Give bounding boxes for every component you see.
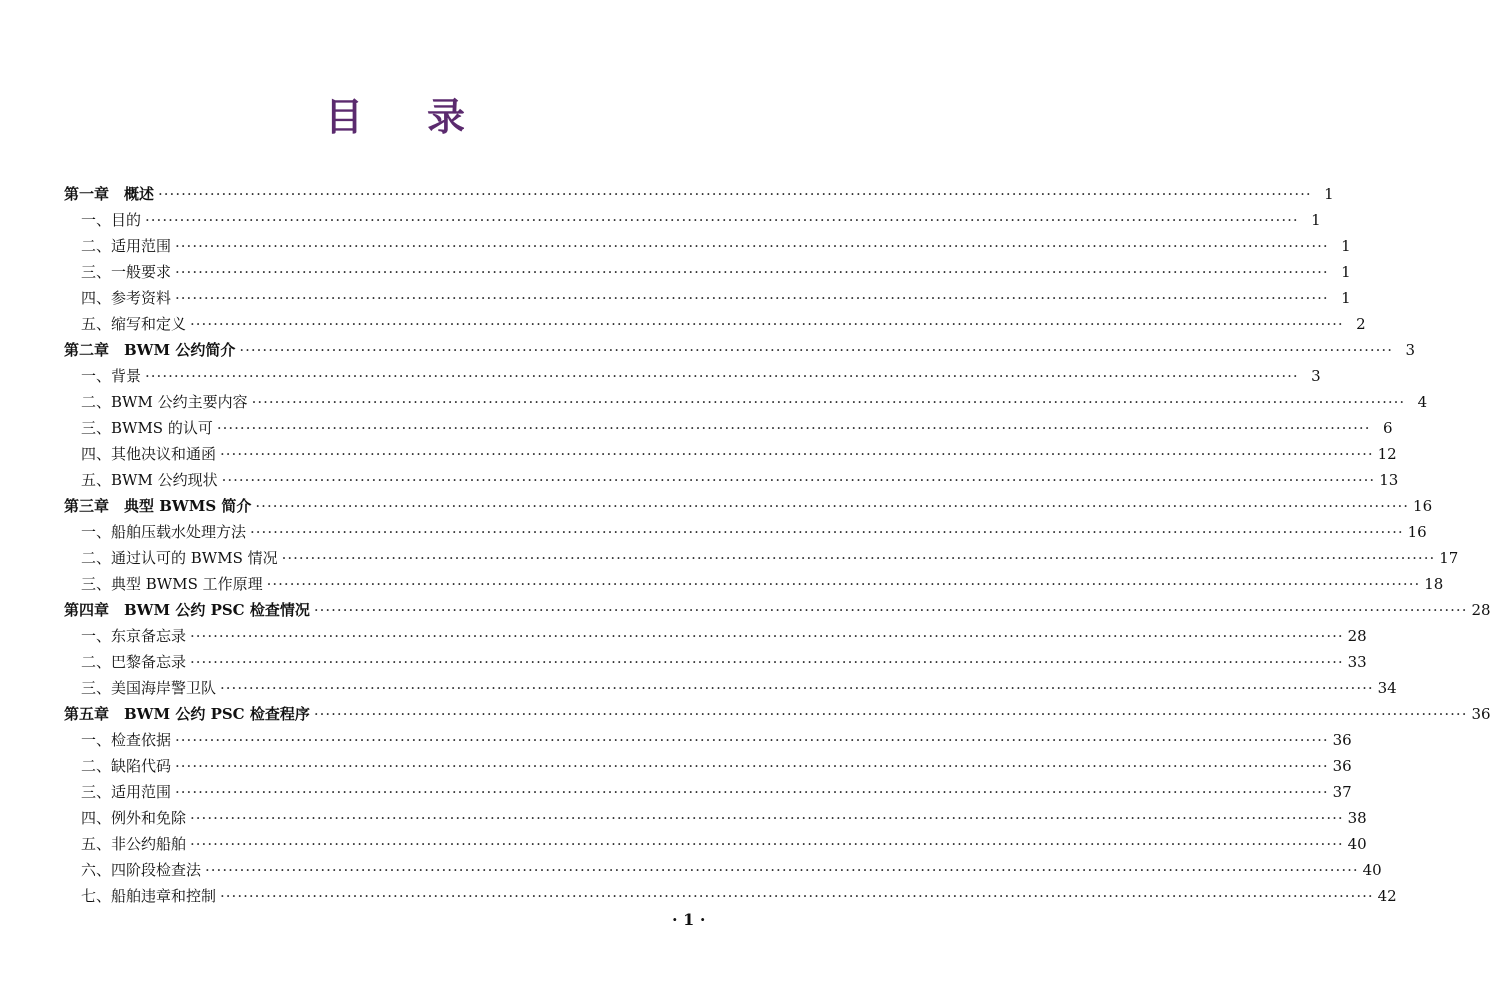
toc-entry-label: 四、参考资料: [81, 289, 172, 307]
toc-entry-label: 三、适用范围: [81, 783, 172, 801]
dot-leader: ········································································································································································································: [175, 237, 1329, 255]
dot-leader: ········································································································································································································: [145, 367, 1299, 385]
toc-entry-label: 四、其他决议和通函: [81, 445, 217, 463]
dot-leader: ········································································································································································································: [158, 185, 1312, 203]
toc-entry-page: 17: [1439, 549, 1459, 567]
toc-section-entry: [64, 207, 1321, 233]
toc-section-entry: [64, 727, 1352, 753]
toc-entry-label: 三、典型 BWMS 工作原理: [81, 575, 263, 593]
toc-section-entry: [64, 389, 1428, 415]
dot-leader: ········································································································································································································: [220, 887, 1374, 905]
dot-leader: ········································································································································································································: [313, 601, 1468, 619]
toc-entry-label: 一、东京备忘录: [81, 627, 187, 645]
toc-entry-page: 36: [1332, 731, 1352, 749]
toc-entry-page: 40: [1362, 861, 1382, 879]
toc-entry-label: 二、缺陷代码: [81, 757, 172, 775]
toc-chapter-entry: [64, 493, 1433, 519]
toc-entry-page: 16: [1407, 523, 1427, 541]
page-title: [0, 86, 790, 141]
dot-leader: ········································································································································································································: [281, 549, 1436, 567]
dot-leader: ········································································································································································································: [175, 731, 1329, 749]
dot-leader: ········································································································································································································: [190, 809, 1344, 827]
toc-entry-page: 42: [1377, 887, 1397, 905]
toc-entry-page: 3: [1405, 341, 1415, 359]
toc-entry-label: 第一章 概述: [64, 185, 155, 203]
toc-entry-label: 二、适用范围: [81, 237, 172, 255]
toc-entry-label: 一、背景: [81, 367, 142, 385]
toc-section-entry: [64, 831, 1367, 857]
toc-section-entry: [64, 259, 1351, 285]
toc-section-entry: [64, 623, 1367, 649]
toc-entry-page: 38: [1347, 809, 1367, 827]
dot-leader: ········································································································································································································: [190, 835, 1344, 853]
dot-leader: ········································································································································································································: [190, 627, 1344, 645]
toc-entry-page: 2: [1356, 315, 1366, 333]
title-char-left: 目: [324, 94, 363, 139]
toc-entry-label: 三、一般要求: [81, 263, 172, 281]
toc-entry-label: 第四章 BWM 公约 PSC 检查情况: [64, 601, 310, 619]
dot-leader: ········································································································································································································: [220, 445, 1374, 463]
toc-section-entry: [64, 285, 1351, 311]
dot-leader: ········································································································································································································: [205, 861, 1359, 879]
toc-entry-page: 4: [1417, 393, 1428, 411]
dot-leader: ········································································································································································································: [250, 523, 1404, 541]
toc-entry-page: 12: [1377, 445, 1397, 463]
toc-chapter-entry: [64, 337, 1415, 363]
toc-entry-label: 三、BWMS 的认可: [81, 419, 213, 437]
toc-chapter-entry: [64, 181, 1334, 207]
toc-entry-page: 1: [1341, 289, 1351, 307]
title-char-right: 录: [427, 94, 466, 139]
dot-leader: ········································································································································································································: [313, 705, 1468, 723]
dot-leader: ········································································································································································································: [251, 393, 1406, 411]
toc-chapter-entry: [64, 701, 1491, 727]
toc-section-entry: [64, 467, 1399, 493]
toc-entry-label: 第五章 BWM 公约 PSC 检查程序: [64, 705, 310, 723]
dot-leader: ········································································································································································································: [175, 289, 1329, 307]
toc-entry-page: 1: [1341, 263, 1351, 281]
toc-section-entry: [64, 415, 1393, 441]
toc-section-entry: [64, 779, 1352, 805]
page-number-footer: · 1 ·: [672, 910, 706, 929]
dot-leader: ········································································································································································································: [220, 679, 1374, 697]
toc-entry-label: 一、船舶压载水处理方法: [81, 523, 247, 541]
toc-section-entry: [64, 675, 1397, 701]
toc-entry-label: 五、非公约船舶: [81, 835, 187, 853]
toc-entry-page: 1: [1311, 211, 1321, 229]
toc-entry-label: 五、缩写和定义: [81, 315, 187, 333]
toc-section-entry: [64, 883, 1397, 909]
toc-entry-label: 第二章 BWM 公约简介: [64, 341, 236, 359]
dot-leader: ········································································································································································································: [175, 783, 1329, 801]
dot-leader: ········································································································································································································: [239, 341, 1393, 359]
toc-entry-page: 40: [1347, 835, 1367, 853]
toc-section-entry: [64, 649, 1367, 675]
toc-entry-label: 二、巴黎备忘录: [81, 653, 187, 671]
toc-section-entry: [64, 545, 1459, 571]
toc-section-entry: [64, 857, 1382, 883]
toc-entry-label: 三、美国海岸警卫队: [81, 679, 217, 697]
toc-entry-page: 28: [1347, 627, 1367, 645]
toc-section-entry: [64, 753, 1352, 779]
toc-section-entry: [64, 363, 1321, 389]
toc-entry-page: 36: [1471, 705, 1491, 723]
dot-leader: ········································································································································································································: [190, 315, 1344, 333]
toc-entry-page: 3: [1311, 367, 1321, 385]
toc-entry-label: 五、BWM 公约现状: [81, 471, 218, 489]
toc-entry-label: 二、BWM 公约主要内容: [81, 393, 248, 411]
toc-section-entry: [64, 571, 1444, 597]
toc-entry-page: 6: [1382, 419, 1393, 437]
toc-entry-label: 四、例外和免除: [81, 809, 187, 827]
toc-entry-page: 1: [1324, 185, 1334, 203]
toc-entry-page: 13: [1379, 471, 1399, 489]
dot-leader: ········································································································································································································: [221, 471, 1376, 489]
table-of-contents: [64, 181, 1491, 909]
toc-entry-label: 第三章 典型 BWMS 简介: [64, 497, 252, 515]
dot-leader: ········································································································································································································: [255, 497, 1410, 515]
dot-leader: ········································································································································································································: [216, 419, 1371, 437]
toc-entry-label: 六、四阶段检查法: [81, 861, 202, 879]
toc-entry-label: 一、检查依据: [81, 731, 172, 749]
toc-entry-page: 37: [1332, 783, 1352, 801]
toc-entry-page: 33: [1347, 653, 1367, 671]
toc-section-entry: [64, 233, 1351, 259]
toc-section-entry: [64, 805, 1367, 831]
toc-entry-page: 1: [1341, 237, 1351, 255]
toc-entry-label: 一、目的: [81, 211, 142, 229]
toc-entry-page: 34: [1377, 679, 1397, 697]
toc-entry-label: 二、通过认可的 BWMS 情况: [81, 549, 278, 567]
toc-entry-page: 16: [1413, 497, 1433, 515]
toc-section-entry: [64, 311, 1366, 337]
toc-entry-page: 36: [1332, 757, 1352, 775]
dot-leader: ········································································································································································································: [175, 263, 1329, 281]
dot-leader: ········································································································································································································: [266, 575, 1421, 593]
toc-entry-label: 七、船舶违章和控制: [81, 887, 217, 905]
toc-entry-page: 18: [1424, 575, 1444, 593]
dot-leader: ········································································································································································································: [175, 757, 1329, 775]
toc-chapter-entry: [64, 597, 1491, 623]
dot-leader: ········································································································································································································: [145, 211, 1299, 229]
toc-entry-page: 28: [1471, 601, 1491, 619]
toc-section-entry: [64, 441, 1397, 467]
toc-section-entry: [64, 519, 1427, 545]
dot-leader: ········································································································································································································: [190, 653, 1344, 671]
